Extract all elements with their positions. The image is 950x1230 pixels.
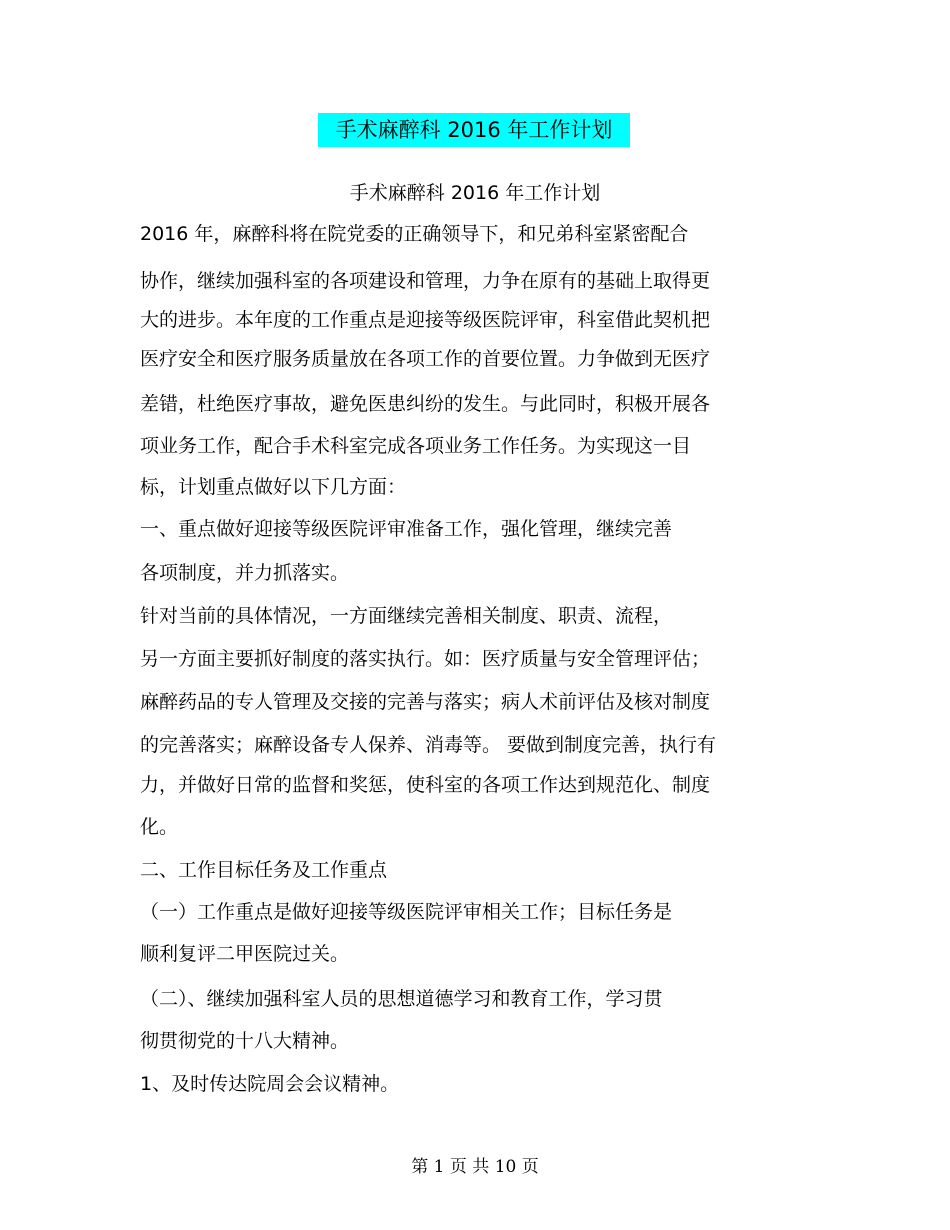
paragraph-line: 协作，继续加强科室的各项建设和管理，力争在原有的基础上取得更 — [140, 270, 711, 292]
section-heading: 二、工作目标任务及工作重点 — [140, 859, 388, 881]
paragraph-line: （一）工作重点是做好迎接等级医院评审相关工作；目标任务是 — [140, 901, 673, 923]
paragraph-line: 2016 年，麻醉科将在院党委的正确领导下，和兄弟科室紧密配合 — [140, 223, 689, 245]
paragraph-line: 差错，杜绝医疗事故，避免医患纠纷的发生。与此同时，积极开展各 — [140, 393, 711, 415]
paragraph-line: 另一方面主要抓好制度的落实执行。如：医疗质量与安全管理评估； — [140, 648, 711, 670]
paragraph-line: 针对当前的具体情况，一方面继续完善相关制度、职责、流程， — [140, 605, 673, 627]
paragraph-line: 顺利复评二甲医院过关。 — [140, 943, 350, 965]
paragraph-line: 大的进步。本年度的工作重点是迎接等级医院评审，科室借此契机把 — [140, 309, 711, 331]
paragraph-line: 医疗安全和医疗服务质量放在各项工作的首要位置。力争做到无医疗 — [140, 348, 711, 370]
paragraph-line: 麻醉药品的专人管理及交接的完善与落实；病人术前评估及核对制度 — [140, 691, 711, 713]
paragraph-line: 一、重点做好迎接等级医院评审准备工作，强化管理，继续完善 — [140, 518, 673, 540]
paragraph-line: 标，计划重点做好以下几方面： — [140, 476, 407, 498]
paragraph-line: 力，并做好日常的监督和奖惩，使科室的各项工作达到规范化、制度 — [140, 774, 711, 796]
paragraph-line: 的完善落实；麻醉设备专人保养、消毒等。 要做到制度完善，执行有 — [140, 734, 717, 756]
paragraph-line: 化。 — [140, 816, 179, 838]
paragraph-line: 1、及时传达院周会会议精神。 — [140, 1073, 400, 1095]
paragraph-line: 彻贯彻党的十八大精神。 — [140, 1030, 350, 1052]
document-title-banner: 手术麻醉科 2016 年工作计划 — [318, 113, 630, 147]
paragraph-line: 各项制度，并力抓落实。 — [140, 562, 350, 584]
page-number-footer: 第 1 页 共 10 页 — [411, 1157, 539, 1177]
document-subtitle: 手术麻醉科 2016 年工作计划 — [349, 182, 601, 204]
paragraph-line: 项业务工作，配合手术科室完成各项业务工作任务。为实现这一目 — [140, 435, 692, 457]
paragraph-line: （二）、继续加强科室人员的思想道德学习和教育工作，学习贯 — [140, 988, 663, 1010]
